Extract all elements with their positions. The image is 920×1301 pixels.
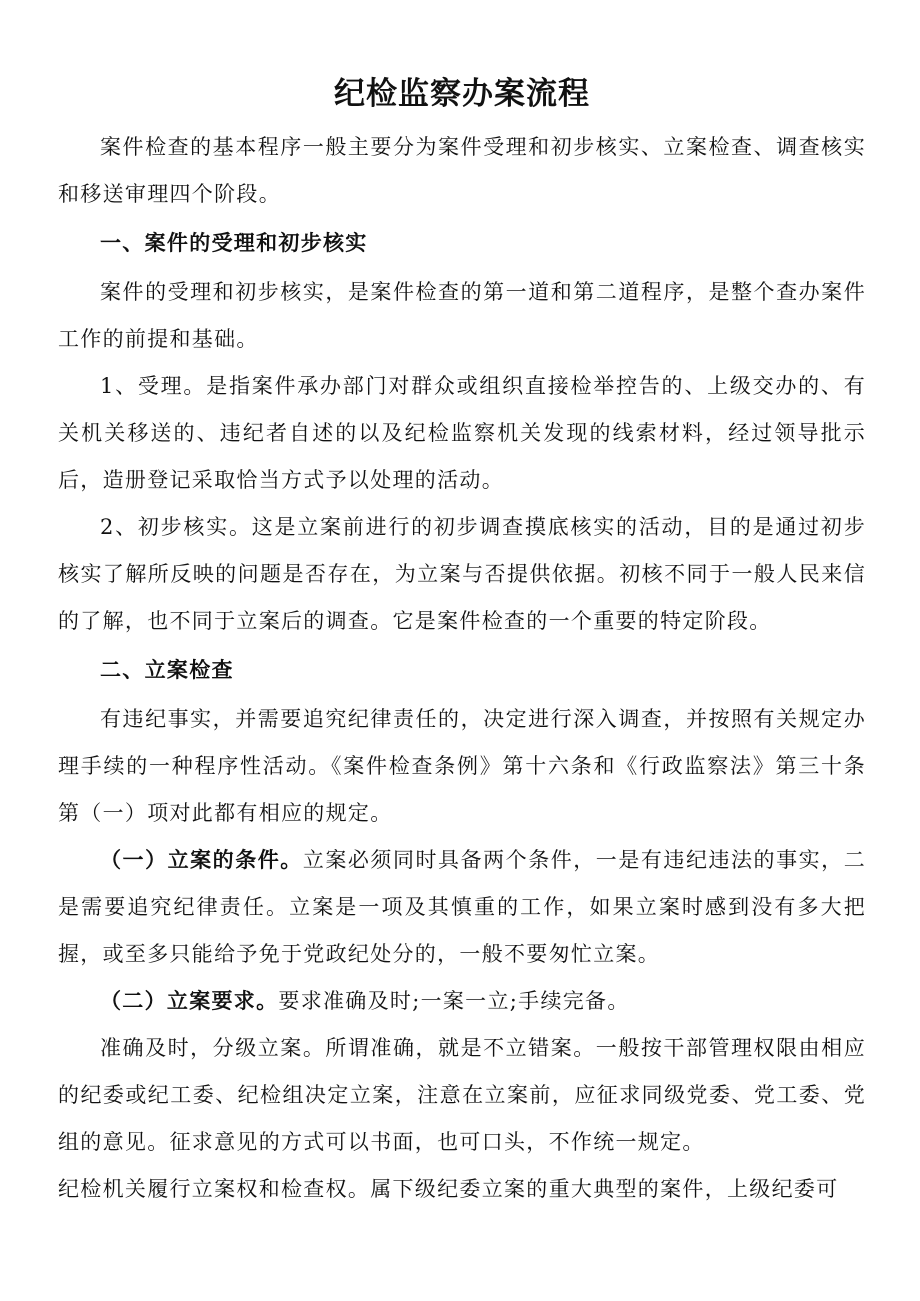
case-conditions-label: （一）立案的条件。 [100,848,303,872]
preliminary-verification-item: 2、初步核实。这是立案前进行的初步调查摸底核实的活动，目的是通过初步核实了解所反映的问题是否存在，为立案与否提供依据。初核不同于一般人民来信的了解，也不同于立案后的调查。它是案件检查的一个重要的特定阶段。 [58,515,866,633]
case-requirements-text: 要求准确及时;一案一立;手续完备。 [278,989,630,1013]
section2-heading: 二、立案检查 [100,658,234,682]
case-requirements-label: （二）立案要求。 [100,989,279,1013]
document-title: 纪检监察办案流程 [334,76,590,112]
section1-heading: 一、案件的受理和初步核实 [100,231,368,255]
case-requirements-paragraph [58,978,866,1025]
section2-paragraph: 有违纪事实，并需要追究纪律责任的，决定进行深入调查，并按照有关规定办理手续的一种程序性活动。《案件检查条例》第十六条和《行政监察法》第三十条第（一）项对此都有相应的规定。 [58,707,866,825]
case-conditions-text: 立案必须同时具备两个条件，一是有违纪违法的事实，二是需要追究纪律责任。立案是一项及其慎重的工作，如果立案时感到没有多大把握，或至多只能给予免于党政纪处分的，一般不要匆忙立案。 [58,848,866,966]
section1-paragraph: 案件的受理和初步核实，是案件检查的第一道和第二道程序，是整个查办案件工作的前提和基础。 [58,280,866,351]
intro-paragraph: 案件检查的基本程序一般主要分为案件受理和初步核实、立案检查、调查核实和移送审理四个阶段。 [58,135,866,206]
acceptance-item: 1、受理。是指案件承办部门对群众或组织直接检举控告的、上级交办的、有关机关移送的、违纪者自述的以及纪检监察机关发现的线索材料，经过领导批示后，造册登记采取恰当方式予以处理的活动。 [58,374,866,492]
accuracy-paragraph: 准确及时，分级立案。所谓准确，就是不立错案。一般按干部管理权限由相应的纪委或纪工委、纪检组决定立案，注意在立案前，应征求同级党委、党工委、党组的意见。征求意见的方式可以书面，也可口头，不作统一规定。 [58,1036,866,1154]
authority-paragraph: 纪检机关履行立案权和检查权。属下级纪委立案的重大典型的案件，上级纪委可 [58,1177,839,1201]
case-conditions-paragraph [58,837,866,978]
document-page [58,70,866,1213]
